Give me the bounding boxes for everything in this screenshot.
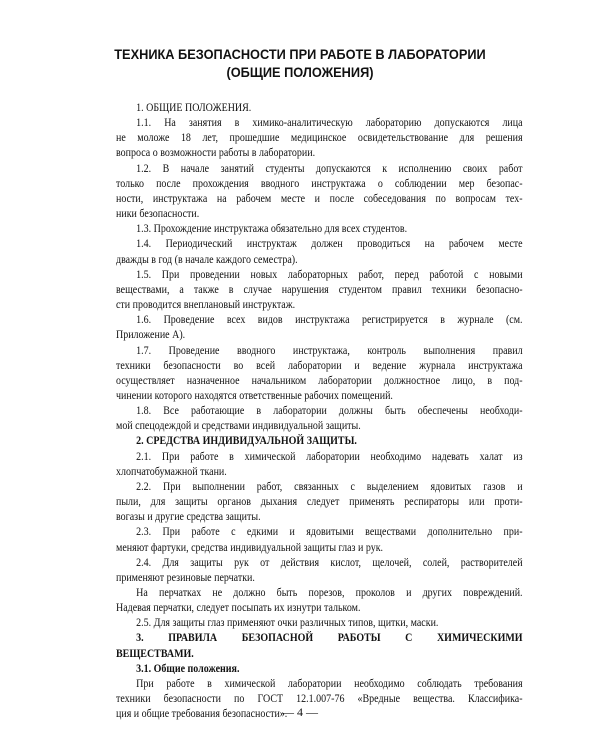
text-line: осуществляет назначенное начальником лаборатории должностное лицо, в под-	[116, 372, 523, 387]
text-line: 2.2. При выполнении работ, связанных с выделением ядовитых газов и	[136, 478, 523, 493]
text-line: 1.7. Проведение вводного инструктажа, контроль выполнения правил	[136, 342, 523, 357]
text-line: 1.2. В начале занятий студенты допускаются к исполнению своих работ	[136, 160, 523, 175]
title-line-1: ТЕХНИКА БЕЗОПАСНОСТИ ПРИ РАБОТЕ В ЛАБОРАТОРИИ	[114, 47, 486, 63]
text-line: ВЕЩЕСТВАМИ.	[116, 645, 194, 660]
text-line: Надевая перчатки, следует посыпать их изнутри тальком.	[116, 600, 361, 615]
text-line: 1.8. Все работающие в лаборатории должны быть обеспечены необходи-	[136, 403, 523, 418]
text-line: техники безопасности во всей лаборатории и ведение журнала инструктажа	[116, 357, 523, 372]
text-line: 1.5. При проведении новых лабораторных работ, перед работой с новыми	[136, 266, 523, 281]
document-body	[116, 100, 523, 721]
text-line: только после прохождения вводного инструктажа о соблюдении мер безопас-	[116, 175, 523, 190]
text-line: вогазы и другие средства защиты.	[116, 509, 261, 524]
text-line: На перчатках не должно быть порезов, проколов и других повреждений.	[136, 585, 523, 599]
text-line: 2. СРЕДСТВА ИНДИВИДУАЛЬНОЙ ЗАЩИТЫ.	[136, 433, 357, 448]
text-line: Приложение А).	[116, 327, 186, 342]
page-number: — 4 —	[282, 705, 318, 719]
text-line: 1.1. На занятия в химико-аналитическую лабораторию допускаются лица	[136, 115, 523, 130]
text-line: При работе в химической лаборатории необходимо соблюдать требования	[136, 675, 523, 690]
text-line: 1.3. Прохождение инструктажа обязательно для всех студентов.	[136, 221, 408, 236]
text-line: мой спецодеждой и средствами индивидуальной защиты.	[116, 418, 361, 433]
text-line: техники безопасности по ГОСТ 12.1.007-76 «Вредные вещества. Классифика-	[116, 691, 523, 706]
text-line: меняют фартуки, средства индивидуальной защиты глаз и рук.	[116, 539, 384, 554]
text-line: ности, инструктажа на рабочем месте и после собеседования по вопросам тех-	[116, 190, 523, 205]
text-line: 2.1. При работе в химической лаборатории необходимо надевать халат из	[136, 448, 523, 463]
text-line: 1.6. Проведение всех видов инструктажа регистрируется в журнале (см.	[136, 312, 523, 327]
text-line: 2.4. Для защиты рук от действия кислот, щелочей, солей, растворителей	[136, 554, 523, 569]
text-line: вопроса о возможности работы в лаборатории.	[116, 145, 316, 160]
text-line: чинении которого находятся ответственные рабочих помещений.	[116, 387, 393, 402]
text-line: 1.4. Периодический инструктаж должен проводиться на рабочем месте	[136, 236, 523, 251]
text-line: сти проводится внеплановый инструктаж.	[116, 297, 296, 312]
text-line: пыли, для защиты органов дыхания следует применять респираторы или проти-	[116, 494, 523, 509]
text-line: 1. ОБЩИЕ ПОЛОЖЕНИЯ.	[136, 100, 252, 114]
text-line: 2.3. При работе с едкими и ядовитыми веществами дополнительно при-	[136, 524, 523, 539]
text-line: хлопчатобумажной ткани.	[116, 463, 227, 478]
text-line: 3. ПРАВИЛА БЕЗОПАСНОЙ РАБОТЫ С ХИМИЧЕСКИМИ	[136, 630, 523, 645]
text-line: не моложе 18 лет, прошедшие медицинское освидетельствование для решения	[116, 130, 523, 145]
page-title	[111, 46, 489, 82]
text-line: 2.5. Для защиты глаз применяют очки различных типов, щитки, маски.	[136, 615, 439, 630]
text-line: веществами, а также в случае нарушения студентом правил техники безопасно-	[116, 281, 523, 296]
text-line: 3.1. Общие положения.	[136, 660, 240, 675]
text-line: ция и общие требования безопасности».	[116, 706, 288, 721]
text-line: применяют резиновые перчатки.	[116, 569, 255, 584]
text-line: ники безопасности.	[116, 206, 200, 221]
text-line: дважды в год (в начале каждого семестра).	[116, 251, 298, 266]
title-line-2: (ОБЩИЕ ПОЛОЖЕНИЯ)	[226, 65, 374, 81]
